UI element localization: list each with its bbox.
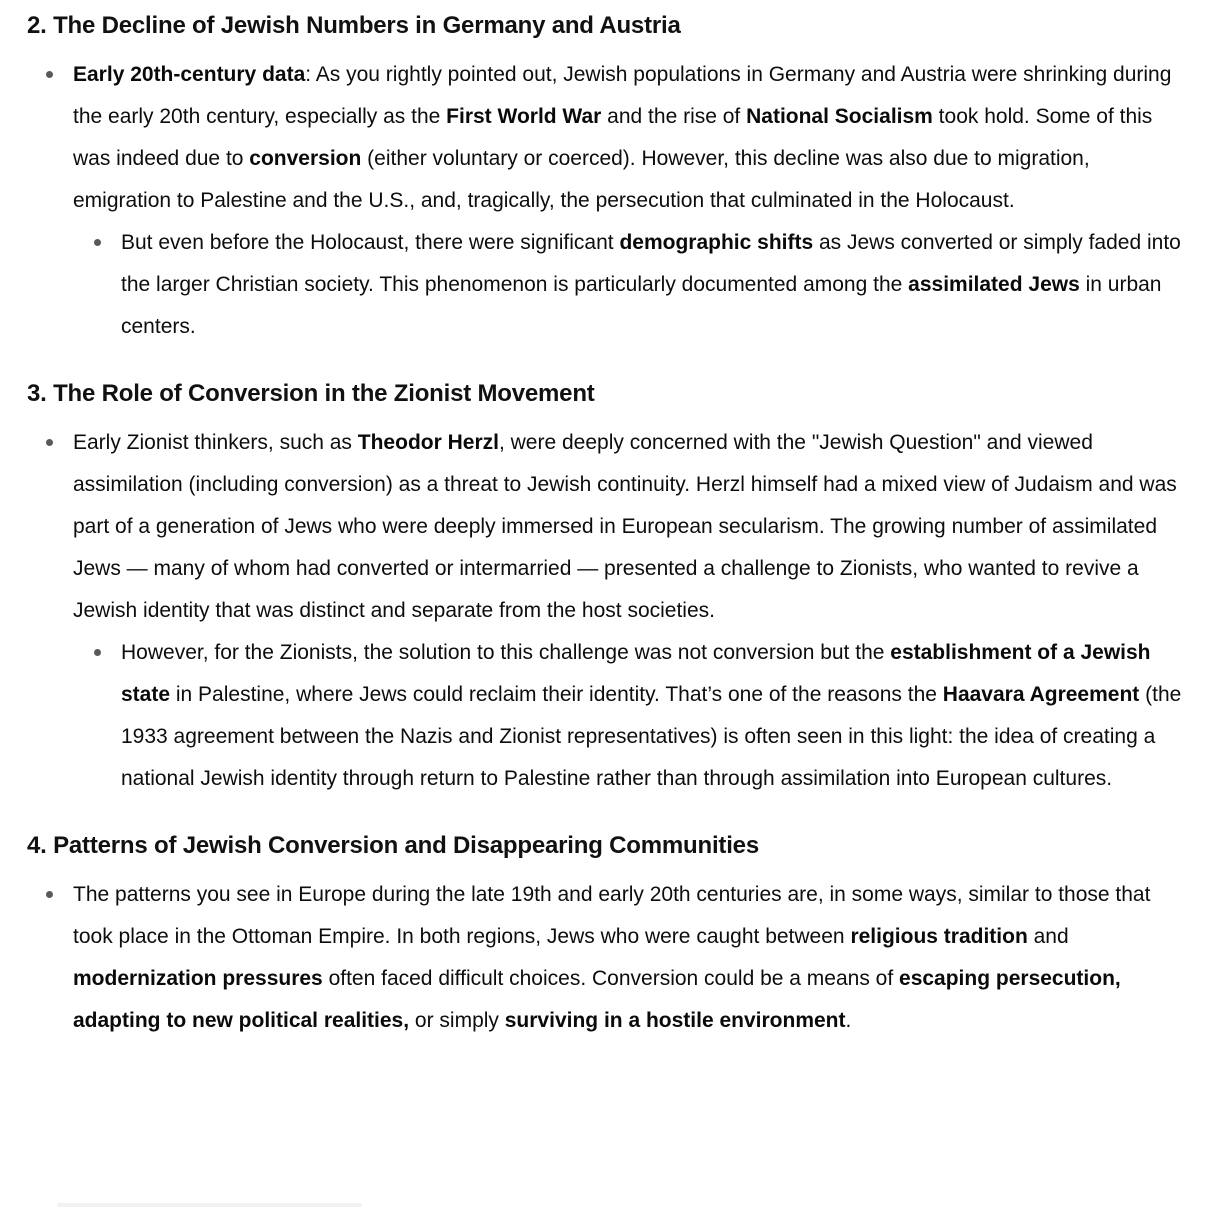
- body-text: often faced difficult choices. Conversion could be a means of: [322, 967, 900, 990]
- body-text: The patterns you see in Europe during the late 19th and early 20th centuries are, in some ways, similar to those that took place in the Ottoman Empire. In both regions, Jews who were caught between: [73, 883, 1151, 948]
- section-heading: 3. The Role of Conversion in the Zionist Movement: [27, 380, 595, 407]
- list-item: [73, 632, 1182, 800]
- cutoff-next-line: [57, 1203, 362, 1207]
- list-item: [73, 222, 1182, 348]
- body-text: .: [845, 1009, 852, 1032]
- bold-text: demographic shifts: [619, 231, 814, 254]
- bold-text: First World War: [446, 105, 602, 128]
- list-item-text: [121, 641, 1181, 790]
- body-text: (either voluntary or coerced). However, this decline was also due to migration, emigration to Palestine and the U.S., and, tragically, the persecution that culminated in the Holocaust.: [73, 147, 1090, 212]
- body-text: and: [1027, 925, 1069, 948]
- bold-text: surviving in a hostile environment: [504, 1009, 846, 1032]
- bullet-list-level-1: [27, 874, 1182, 1042]
- body-text: and the rise of: [601, 105, 747, 128]
- body-text: Early Zionist thinkers, such as: [73, 431, 358, 454]
- list-item: [27, 874, 1182, 1042]
- bullet-list-level-2: [73, 632, 1182, 800]
- body-text: But even before the Holocaust, there were significant: [121, 231, 620, 254]
- bold-text: Theodor Herzl: [357, 431, 499, 454]
- list-item-text: [73, 63, 1171, 212]
- list-item: [27, 422, 1182, 800]
- bullet-list-level-1: [27, 54, 1182, 348]
- body-text: as Jews converted or simply faded into the larger Christian society. This phenomenon is particularly documented among the: [121, 231, 1181, 296]
- list-item: [27, 54, 1182, 348]
- body-text: took hold. Some of this was indeed due to: [73, 105, 1153, 170]
- body-text: in Palestine, where Jews could reclaim their identity. That’s one of the reasons the: [170, 683, 943, 706]
- bold-text: modernization pressures: [73, 967, 323, 990]
- bold-text: religious tradition: [850, 925, 1028, 948]
- body-text: , were deeply concerned with the "Jewish Question" and viewed assimilation (including conversion) as a threat to Jewish continuity. Herzl himself had a mixed view of Judaism and was part of a generation of Jews who were deeply immersed in European secularism. The growing number of assimilated Jews — many of whom had converted or intermarried — presented a challenge to Zionists, who wanted to revive a Jewish identity that was distinct and separate from the host societies.: [73, 431, 1177, 622]
- body-text: : As you rightly pointed out, Jewish populations in Germany and Austria were shrinking during the early 20th century, especially as the: [73, 63, 1172, 128]
- body-text: (the 1933 agreement between the Nazis and Zionist representatives) is often seen in this light: the idea of creating a national Jewish identity through return to Palestine rather than through assimilation into European cultures.: [121, 683, 1182, 790]
- body-text: or simply: [409, 1009, 505, 1032]
- bold-text: Early 20th-century data: [73, 63, 306, 86]
- body-text: in urban centers.: [121, 273, 1162, 338]
- list-item-text: [121, 231, 1181, 338]
- section-heading: 2. The Decline of Jewish Numbers in Germany and Austria: [27, 12, 681, 39]
- bold-text: escaping persecution,: [899, 967, 1121, 990]
- section-heading: 4. Patterns of Jewish Conversion and Disappearing Communities: [27, 832, 759, 859]
- bullet-list-level-1: [27, 422, 1182, 800]
- list-item-text: [73, 431, 1177, 622]
- bullet-list-level-2: [73, 222, 1182, 348]
- bold-text: conversion: [249, 147, 362, 170]
- bold-text: establishment of a Jewish state: [121, 641, 1151, 706]
- bold-text: assimilated Jews: [908, 273, 1080, 296]
- bold-text: adapting to new political realities,: [73, 1009, 410, 1032]
- bold-text: National Socialism: [746, 105, 933, 128]
- list-item-text: [73, 883, 1150, 1032]
- bold-text: Haavara Agreement: [942, 683, 1140, 706]
- document-content: [27, 8, 1182, 1042]
- body-text: However, for the Zionists, the solution to this challenge was not conversion but the: [121, 641, 891, 664]
